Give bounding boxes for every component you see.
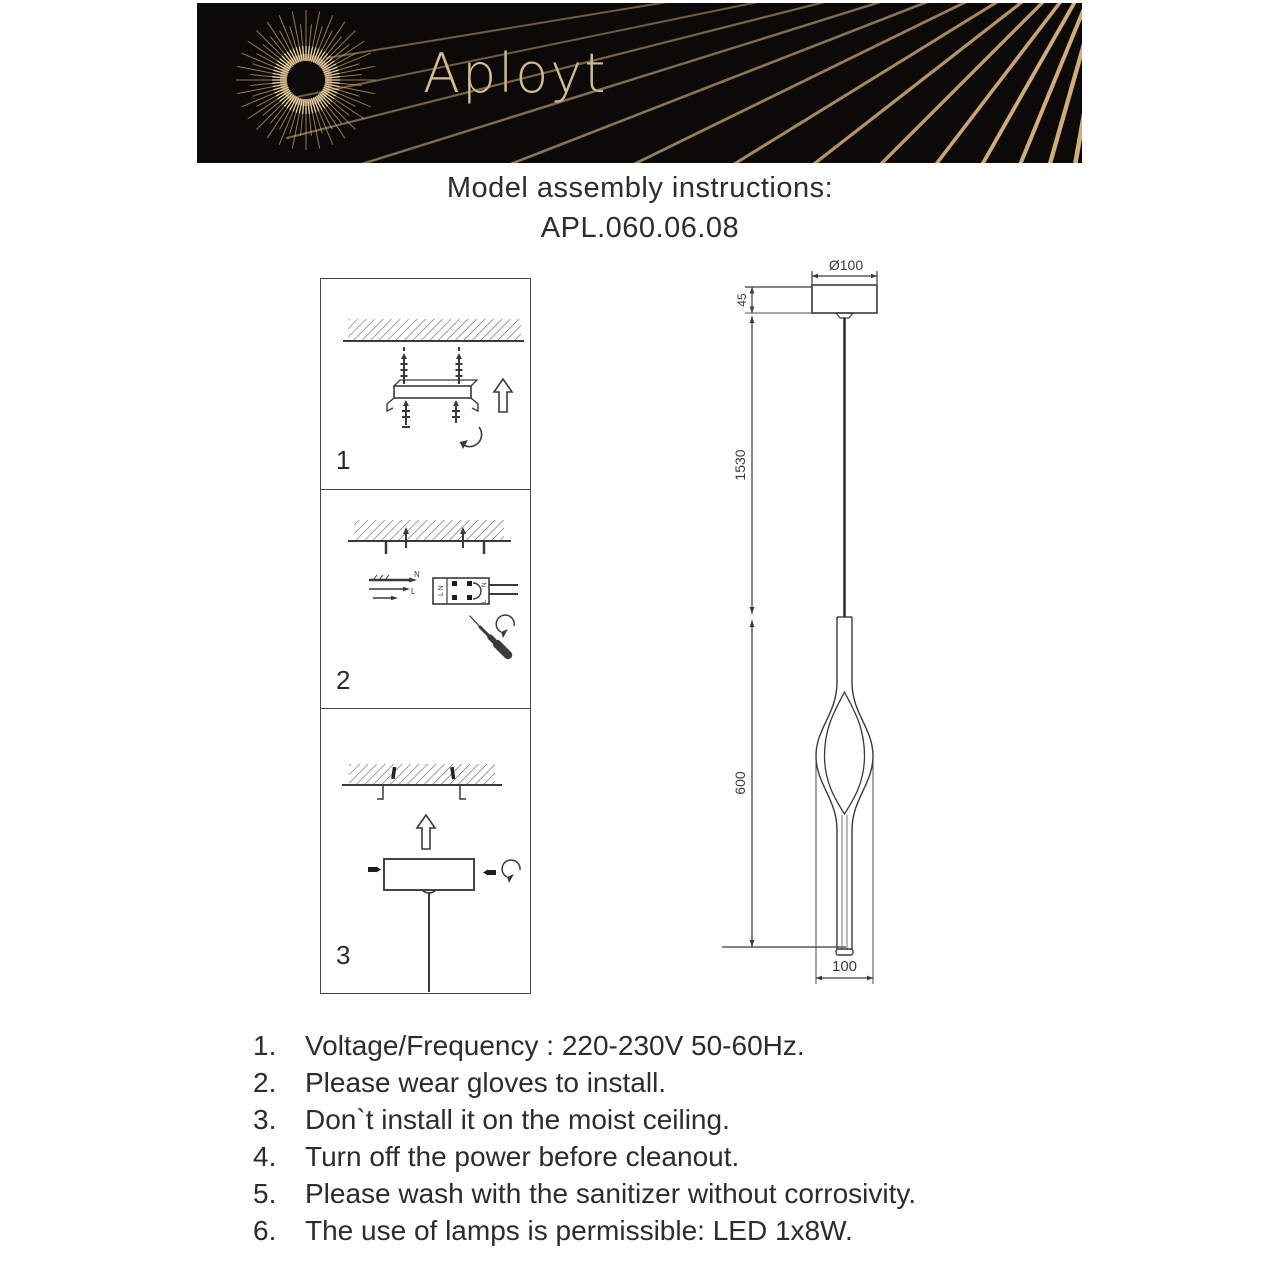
list-item: [253, 1175, 1073, 1212]
terminal-l-label: L: [482, 600, 488, 604]
dim-canopy-diameter: Ø100: [828, 257, 864, 273]
list-item: [253, 1101, 1073, 1138]
item-number: 5.: [253, 1178, 277, 1209]
item-text: Please wear gloves to install.: [305, 1067, 667, 1098]
list-item: [253, 1027, 1073, 1064]
step-2-drawing: [321, 490, 530, 708]
item-number: 1.: [253, 1030, 277, 1061]
item-text: Don`t install it on the moist ceiling.: [305, 1104, 730, 1135]
step-3-label: 3: [336, 939, 351, 970]
assembly-steps: [320, 278, 532, 994]
wire-n-label: N: [414, 570, 420, 580]
canopy: [384, 859, 474, 890]
lamp-shade-profile: [816, 617, 873, 955]
item-text: Turn off the power before cleanout.: [305, 1141, 740, 1172]
ceiling-hatch: [354, 520, 504, 541]
step-1-box: [320, 278, 531, 491]
ceiling-hatch: [349, 764, 495, 785]
item-number: 3.: [253, 1104, 277, 1135]
item-text: Please wash with the sanitizer without corrosivity.: [305, 1178, 917, 1209]
model-number: APL.060.06.08: [540, 212, 740, 244]
dim-shade-height: 600: [732, 771, 748, 795]
brand-banner: [197, 3, 1082, 163]
corner-rays-icon: [197, 3, 1082, 163]
ceiling-hatch: [348, 319, 521, 340]
item-text: Voltage/Frequency : 220-230V 50-60Hz.: [305, 1030, 805, 1061]
up-arrow-icon: [417, 815, 435, 849]
up-arrow-icon: [494, 379, 512, 412]
dim-suspension-length: 1530: [732, 449, 748, 481]
technical-drawing: [700, 250, 960, 1000]
dim-canopy-height: 45: [735, 293, 749, 307]
list-item: [253, 1138, 1073, 1175]
step-2-label: 2: [336, 665, 351, 696]
terminal-n-label: N: [482, 583, 488, 588]
rotate-arrow-icon: [496, 615, 514, 632]
instructions-list: [253, 1027, 1073, 1249]
step-3-drawing: [321, 709, 530, 993]
led-tip: [836, 949, 853, 955]
wire-l-label: L: [411, 587, 416, 597]
list-item: [253, 1212, 1073, 1249]
step-2-box: [320, 489, 531, 709]
item-text: The use of lamps is permissible: LED 1x8W.: [305, 1215, 853, 1246]
terminal-left-label: L N: [438, 585, 445, 597]
title-block: [0, 172, 1280, 245]
step-3-box: [320, 708, 531, 994]
brand-name: Aployt: [423, 42, 608, 105]
item-number: 6.: [253, 1215, 277, 1246]
page-title: Model assembly instructions:: [446, 172, 834, 204]
rotate-arrow-icon: [502, 860, 520, 877]
canopy-profile: [812, 285, 877, 313]
item-number: 4.: [253, 1141, 277, 1172]
step-1-label: 1: [336, 445, 351, 475]
item-number: 2.: [253, 1067, 277, 1098]
list-item: [253, 1064, 1073, 1101]
step-1-drawing: [321, 279, 530, 490]
dim-shade-width: 100: [831, 958, 858, 975]
